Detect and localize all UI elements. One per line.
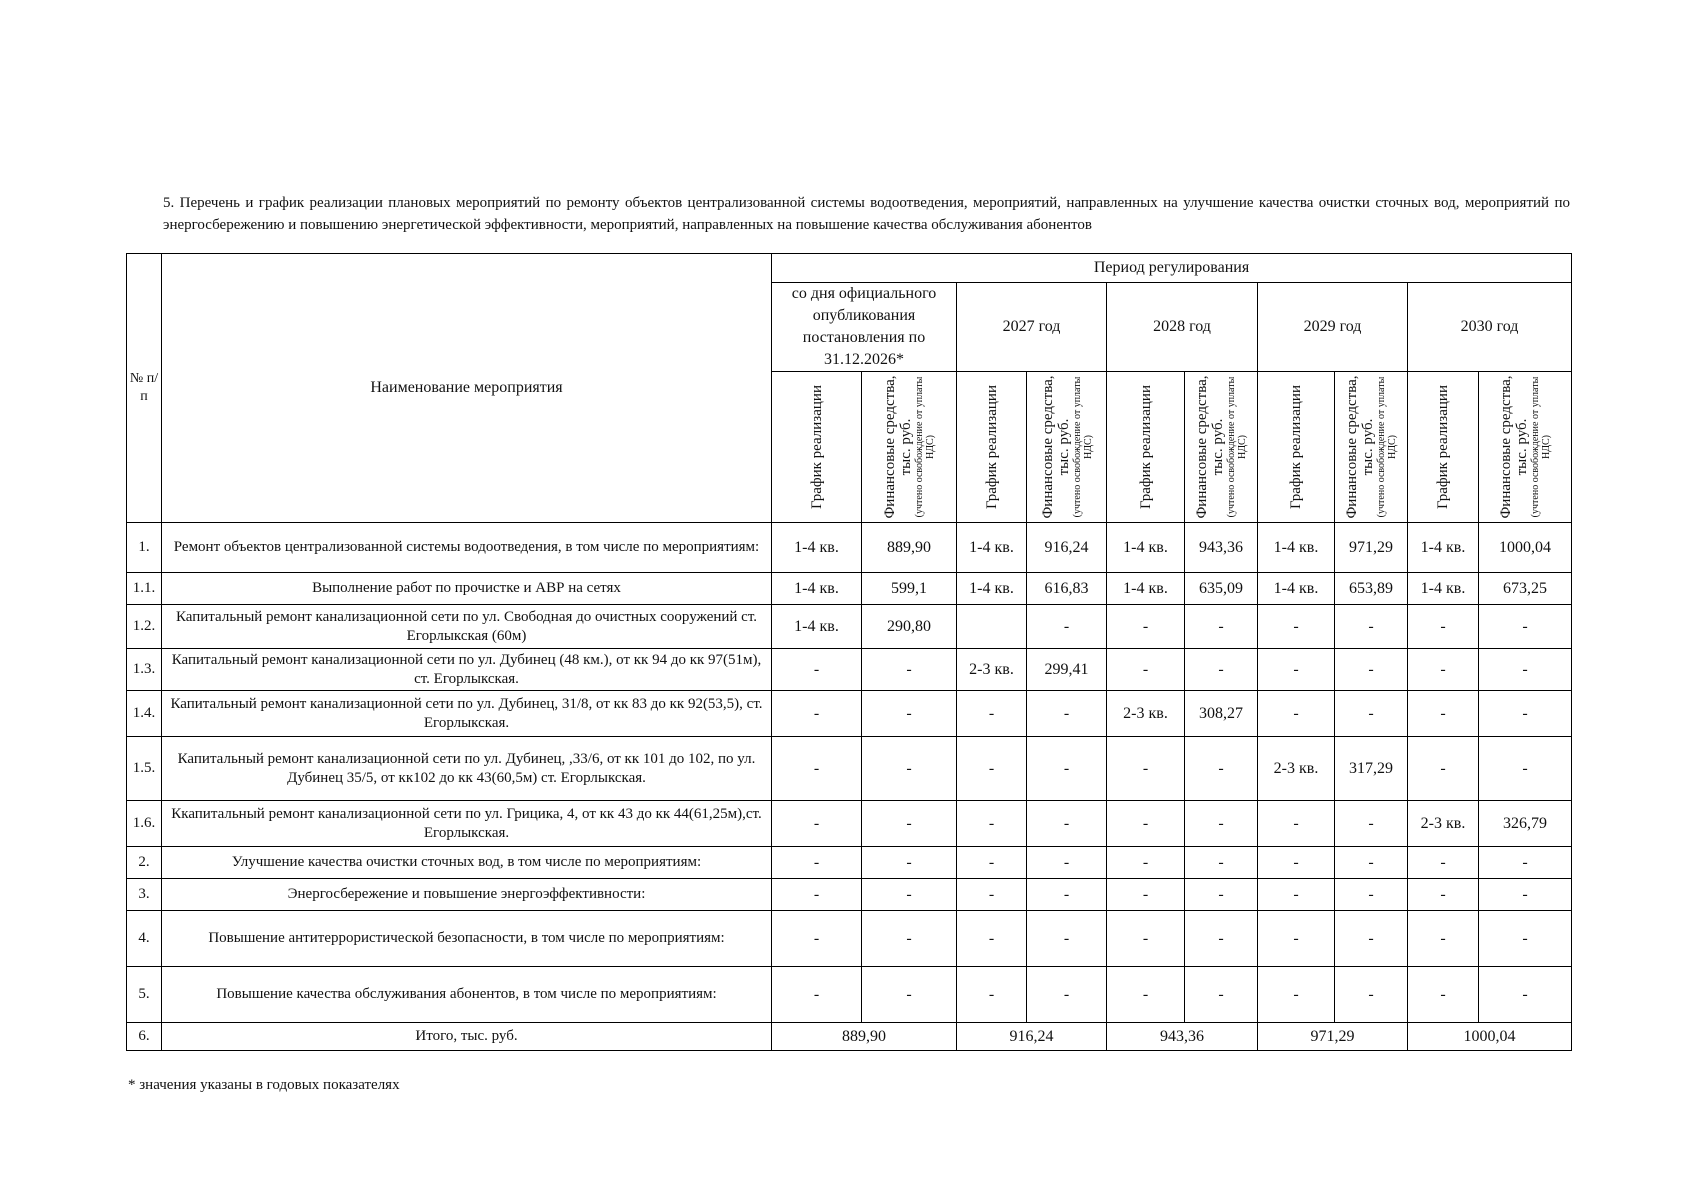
measure-name: Энергосбережение и повышение энергоэффективности: <box>162 879 772 911</box>
table-row <box>127 649 1572 691</box>
schedule-subheader-label: График реализации <box>1288 385 1304 509</box>
schedule-cell: - <box>772 967 862 1023</box>
finance-cell: - <box>1335 911 1408 967</box>
schedule-cell: 2-3 кв. <box>1408 801 1479 847</box>
finance-cell: 308,27 <box>1185 691 1258 737</box>
schedule-cell: - <box>1408 911 1479 967</box>
total-value: 943,36 <box>1107 1023 1258 1051</box>
section-heading: 5. Перечень и график реализации плановых мероприятий по ремонту объектов централизованной системы водоотведения, мероприятий, направленных на улучшение качества очистки сточных вод, мероприятий по энергосбережению и повышению энергетической эффективности, мероприятий, направленных на повышение качества обслуживания абонентов <box>163 195 1570 233</box>
schedule-cell: - <box>772 691 862 737</box>
schedule-cell: - <box>1258 801 1335 847</box>
table-row <box>127 879 1572 911</box>
footnote: * значения указаны в годовых показателях <box>128 1077 400 1093</box>
finance-cell: 889,90 <box>862 523 957 573</box>
finance-subheader-label: Финансовые средства, тыс. руб. <box>1498 375 1531 519</box>
row-number: 1.6. <box>127 801 162 847</box>
finance-cell: 317,29 <box>1335 737 1408 801</box>
schedule-subheader-label: График реализации <box>1137 385 1154 509</box>
total-value: 971,29 <box>1258 1023 1408 1051</box>
measure-name: Капитальный ремонт канализационной сети по ул. Дубинец, ,33/6, от кк 101 до 102, по ул. Дубинец 35/5, от кк102 до кк 43(60,5м) ст. Егорлыкская. <box>162 737 772 801</box>
finance-cell: - <box>1027 691 1107 737</box>
finance-cell: - <box>1335 801 1408 847</box>
measure-name: Капитальный ремонт канализационной сети по ул. Свободная до очистных сооружений ст. Егорлыкская (60м) <box>162 605 772 649</box>
table-row <box>127 737 1572 801</box>
schedule-cell: 1-4 кв. <box>1258 573 1335 605</box>
finance-subheader-note: (учтено освобождение от уплаты НДС) <box>914 376 936 518</box>
finance-cell: - <box>1185 605 1258 649</box>
finance-cell: - <box>1027 605 1107 649</box>
total-value: 889,90 <box>772 1023 957 1051</box>
schedule-cell: - <box>1258 649 1335 691</box>
finance-cell: - <box>862 879 957 911</box>
finance-cell: 673,25 <box>1479 573 1572 605</box>
finance-cell: - <box>1479 879 1572 911</box>
schedule-cell: 1-4 кв. <box>1408 573 1479 605</box>
finance-cell: 971,29 <box>1335 523 1408 573</box>
finance-cell: 290,80 <box>862 605 957 649</box>
schedule-cell: - <box>1408 847 1479 879</box>
schedule-cell: - <box>1107 605 1185 649</box>
year-header: со дня официального опубликования постановления по 31.12.2026* <box>772 283 957 372</box>
finance-cell: - <box>1335 649 1408 691</box>
measure-name: Ремонт объектов централизованной системы водоотведения, в том числе по мероприятиям: <box>162 523 772 573</box>
schedule-cell: - <box>1258 967 1335 1023</box>
schedule-cell: - <box>1258 847 1335 879</box>
schedule-cell: - <box>772 801 862 847</box>
schedule-cell: - <box>772 911 862 967</box>
schedule-cell: - <box>1408 691 1479 737</box>
finance-subheader-label: Финансовые средства, тыс. руб. <box>1344 375 1376 519</box>
finance-cell: - <box>1335 879 1408 911</box>
finance-cell: - <box>1027 847 1107 879</box>
row-number: 4. <box>127 911 162 967</box>
schedule-cell: - <box>1107 911 1185 967</box>
finance-cell: - <box>1335 967 1408 1023</box>
schedule-cell: - <box>1258 911 1335 967</box>
schedule-subheader <box>1258 372 1335 523</box>
schedule-cell: 2-3 кв. <box>1107 691 1185 737</box>
finance-cell: 616,83 <box>1027 573 1107 605</box>
schedule-cell: - <box>1107 879 1185 911</box>
year-header: 2027 год <box>957 283 1107 372</box>
finance-cell: - <box>1335 847 1408 879</box>
schedule-cell: 1-4 кв. <box>1107 573 1185 605</box>
schedule-cell: 1-4 кв. <box>957 573 1027 605</box>
schedule-cell: - <box>1258 879 1335 911</box>
schedule-cell: - <box>772 847 862 879</box>
table-row <box>127 911 1572 967</box>
finance-cell: - <box>862 691 957 737</box>
schedule-cell: 1-4 кв. <box>1408 523 1479 573</box>
total-value: 916,24 <box>957 1023 1107 1051</box>
total-value: 1000,04 <box>1408 1023 1572 1051</box>
table-row <box>127 605 1572 649</box>
table-row <box>127 523 1572 573</box>
finance-cell: - <box>1479 847 1572 879</box>
finance-cell: 635,09 <box>1185 573 1258 605</box>
schedule-cell: 1-4 кв. <box>1258 523 1335 573</box>
schedule-subheader <box>957 372 1027 523</box>
finance-cell: - <box>1027 879 1107 911</box>
schedule-subheader <box>1408 372 1479 523</box>
finance-cell: - <box>1335 691 1408 737</box>
col-name-header: Наименование мероприятия <box>162 254 772 523</box>
measure-name: Капитальный ремонт канализационной сети по ул. Дубинец (48 км.), от кк 94 до кк 97(51м), ст. Егорлыкская. <box>162 649 772 691</box>
finance-subheader-label: Финансовые средства, тыс. руб. <box>1194 375 1226 519</box>
table-row <box>127 573 1572 605</box>
schedule-subheader-label: График реализации <box>808 385 825 509</box>
schedule-cell: - <box>1107 801 1185 847</box>
col-no-header: № п/п <box>127 254 162 523</box>
schedule-cell: - <box>957 879 1027 911</box>
finance-cell: - <box>862 801 957 847</box>
schedule-cell: - <box>1107 847 1185 879</box>
row-number: 3. <box>127 879 162 911</box>
schedule-subheader-label: График реализации <box>1435 385 1451 509</box>
finance-cell: - <box>862 649 957 691</box>
row-number: 1.5. <box>127 737 162 801</box>
year-header: 2028 год <box>1107 283 1258 372</box>
measure-name: Ккапитальный ремонт канализационной сети по ул. Грицика, 4, от кк 43 до кк 44(61,25м),ст. Егорлыкская. <box>162 801 772 847</box>
schedule-cell: - <box>957 737 1027 801</box>
schedule-cell: 1-4 кв. <box>772 573 862 605</box>
finance-cell: - <box>1185 737 1258 801</box>
schedule-cell: - <box>772 649 862 691</box>
schedule-subheader <box>772 372 862 523</box>
finance-cell: - <box>1185 879 1258 911</box>
finance-cell: - <box>1027 801 1107 847</box>
finance-cell: 326,79 <box>1479 801 1572 847</box>
finance-cell: - <box>862 967 957 1023</box>
year-header: 2029 год <box>1258 283 1408 372</box>
finance-subheader <box>1027 372 1107 523</box>
finance-cell: 916,24 <box>1027 523 1107 573</box>
row-number: 1. <box>127 523 162 573</box>
schedule-cell: - <box>1408 605 1479 649</box>
schedule-cell: - <box>1258 691 1335 737</box>
finance-cell: - <box>1185 801 1258 847</box>
finance-subheader <box>1479 372 1572 523</box>
schedule-cell: 1-4 кв. <box>772 523 862 573</box>
finance-cell: - <box>1185 847 1258 879</box>
measure-name: Улучшение качества очистки сточных вод, в том числе по мероприятиям: <box>162 847 772 879</box>
schedule-cell: - <box>1107 649 1185 691</box>
finance-subheader <box>1335 372 1408 523</box>
row-number: 1.1. <box>127 573 162 605</box>
finance-cell: 653,89 <box>1335 573 1408 605</box>
schedule-cell <box>957 605 1027 649</box>
row-number: 1.2. <box>127 605 162 649</box>
finance-cell: - <box>1479 967 1572 1023</box>
schedule-cell: 1-4 кв. <box>772 605 862 649</box>
finance-cell: - <box>862 911 957 967</box>
schedule-cell: - <box>772 879 862 911</box>
finance-subheader-note: (учтено освобождение от уплаты НДС) <box>1376 376 1398 518</box>
schedule-cell: 2-3 кв. <box>957 649 1027 691</box>
schedule-cell: - <box>1408 967 1479 1023</box>
schedule-cell: - <box>1408 737 1479 801</box>
finance-cell: 599,1 <box>862 573 957 605</box>
finance-cell: - <box>1479 649 1572 691</box>
finance-subheader <box>1185 372 1258 523</box>
schedule-cell: - <box>957 967 1027 1023</box>
finance-cell: 943,36 <box>1185 523 1258 573</box>
finance-cell: - <box>1027 967 1107 1023</box>
finance-cell: 1000,04 <box>1479 523 1572 573</box>
schedule-cell: - <box>772 737 862 801</box>
row-number: 1.3. <box>127 649 162 691</box>
total-row <box>127 1023 1572 1051</box>
finance-cell: - <box>1027 737 1107 801</box>
measure-name: Повышение антитеррористической безопасности, в том числе по мероприятиям: <box>162 911 772 967</box>
finance-cell: - <box>1479 691 1572 737</box>
finance-cell: - <box>1185 911 1258 967</box>
finance-cell: - <box>1479 605 1572 649</box>
measure-name: Капитальный ремонт канализационной сети по ул. Дубинец, 31/8, от кк 83 до кк 92(53,5), ст. Егорлыкская. <box>162 691 772 737</box>
row-number: 2. <box>127 847 162 879</box>
year-header: 2030 год <box>1408 283 1572 372</box>
row-number: 5. <box>127 967 162 1023</box>
finance-cell: - <box>1479 911 1572 967</box>
finance-subheader <box>862 372 957 523</box>
finance-cell: - <box>1027 911 1107 967</box>
finance-cell: - <box>1479 737 1572 801</box>
schedule-cell: - <box>957 691 1027 737</box>
schedule-cell: 1-4 кв. <box>957 523 1027 573</box>
finance-subheader-note: (учтено освобождение от уплаты НДС) <box>1530 376 1553 518</box>
schedule-cell: 1-4 кв. <box>1107 523 1185 573</box>
period-header: Период регулирования <box>772 254 1572 283</box>
finance-cell: - <box>1335 605 1408 649</box>
schedule-cell: - <box>1408 879 1479 911</box>
row-number: 1.4. <box>127 691 162 737</box>
measures-table <box>126 253 1572 1051</box>
finance-cell: 299,41 <box>1027 649 1107 691</box>
schedule-subheader <box>1107 372 1185 523</box>
measure-name: Повышение качества обслуживания абонентов, в том числе по мероприятиям: <box>162 967 772 1023</box>
schedule-cell: - <box>1408 649 1479 691</box>
schedule-cell: 2-3 кв. <box>1258 737 1335 801</box>
schedule-cell: - <box>1107 967 1185 1023</box>
row-number: 6. <box>127 1023 162 1051</box>
table-row <box>127 801 1572 847</box>
schedule-cell: - <box>1258 605 1335 649</box>
schedule-cell: - <box>957 801 1027 847</box>
finance-cell: - <box>862 737 957 801</box>
finance-cell: - <box>1185 967 1258 1023</box>
measure-name: Выполнение работ по прочистке и АВР на сетях <box>162 573 772 605</box>
schedule-subheader-label: График реализации <box>983 385 1000 509</box>
schedule-cell: - <box>957 911 1027 967</box>
finance-subheader-note: (учтено освобождение от уплаты НДС) <box>1226 376 1248 518</box>
table-row <box>127 847 1572 879</box>
schedule-cell: - <box>957 847 1027 879</box>
finance-cell: - <box>1185 649 1258 691</box>
finance-subheader-note: (учтено освобождение от уплаты НДС) <box>1071 376 1094 518</box>
finance-cell: - <box>862 847 957 879</box>
schedule-cell: - <box>1107 737 1185 801</box>
table-row <box>127 967 1572 1023</box>
total-label: Итого, тыс. руб. <box>162 1023 772 1051</box>
finance-subheader-label: Финансовые средства, тыс. руб. <box>1039 375 1072 519</box>
finance-subheader-label: Финансовые средства, тыс. руб. <box>882 375 914 519</box>
table-row <box>127 691 1572 737</box>
